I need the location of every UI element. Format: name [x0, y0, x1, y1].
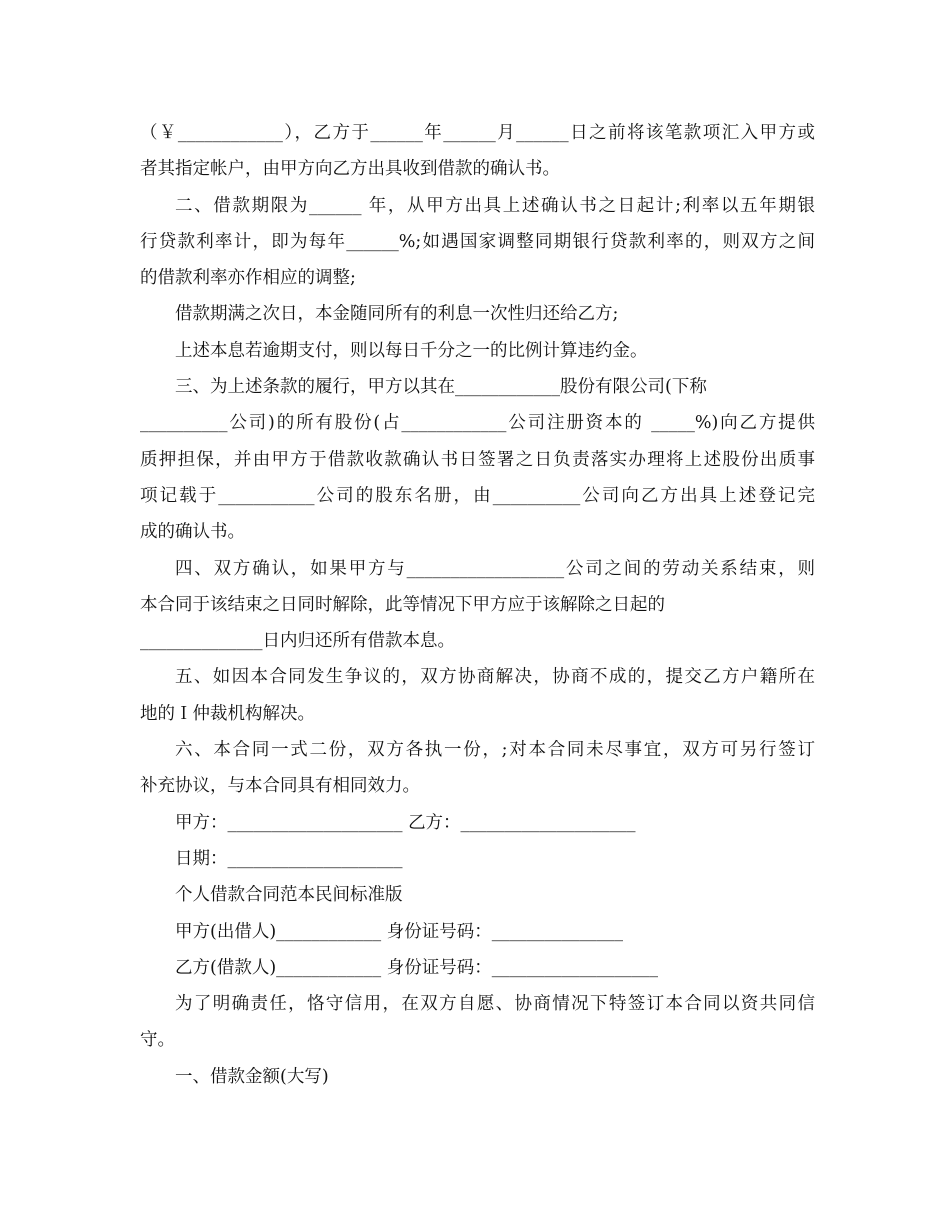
clause-6-line-1: 六、本合同一式二份，双方各执一份，;对本合同未尽事宜，双方可另行签订: [175, 740, 815, 761]
clause-4-line-3: ______________日内归还所有借款本息。: [140, 631, 455, 652]
clause-5-line-2: 地的Ｉ仲裁机构解决。: [140, 703, 315, 724]
clause-4-line-1: 四、双方确认，如果甲方与__________________公司之间的劳动关系结束，则: [175, 558, 815, 579]
clause-3-line-5: 成的确认书。: [140, 522, 245, 543]
lender-line: 甲方(出借人)____________ 身份证号码：_______________: [175, 921, 623, 942]
contract-text: [140, 115, 815, 1095]
clause-2-line-2: 行贷款利率计，即为每年______%;如遇国家调整同期银行贷款利率的，则双方之间: [140, 231, 815, 252]
clause-3-line-2: __________公司)的所有股份(占____________公司注册资本的 _____%)向乙方提供: [140, 413, 815, 434]
clause-4-line-2: 本合同于该结束之日同时解除，此等情况下甲方应于该解除之日起的: [140, 594, 665, 615]
clause-5-line-1: 五、如因本合同发生争议的，双方协商解决，协商不成的，提交乙方户籍所在: [175, 667, 815, 688]
clause-1-heading: 一、借款金额(大写): [175, 1066, 329, 1087]
preamble-line-1: 为了明确责任，恪守信用，在双方自愿、协商情况下特签订本合同以资共同信: [175, 994, 815, 1015]
text-line-1: （￥____________），乙方于______年______月______日之前将该笔款项汇入甲方或: [140, 123, 815, 143]
text-line-2: 者其指定帐户，由甲方向乙方出具收到借款的确认书。: [140, 159, 560, 180]
repayment-line: 借款期满之次日，本金随同所有的利息一次性归还给乙方;: [175, 304, 619, 325]
clause-3-line-3: 质押担保，并由甲方于借款收款确认书日签署之日负责落实办理将上述股份出质事: [140, 449, 815, 470]
clause-3-line-1: 三、为上述条款的履行，甲方以其在____________股份有限公司(下称: [175, 377, 707, 398]
clause-3-line-4: 项记载于___________公司的股东名册，由__________公司向乙方出具上述登记完: [140, 485, 815, 506]
preamble-line-2: 守。: [140, 1030, 175, 1051]
signature-line: 甲方：____________________ 乙方：____________________: [175, 812, 636, 833]
clause-6-line-2: 补充协议，与本合同具有相同效力。: [140, 776, 420, 797]
clause-2-line-1: 二、借款期限为______ 年，从甲方出具上述确认书之日起计;利率以五年期银: [175, 195, 815, 216]
section-title: 个人借款合同范本民间标准版: [175, 885, 403, 906]
clause-2-line-3: 的借款利率亦作相应的调整;: [140, 268, 356, 289]
date-line: 日期：____________________: [175, 848, 403, 869]
borrower-line: 乙方(借款人)____________ 身份证号码：___________________: [175, 957, 658, 978]
penalty-line: 上述本息若逾期支付，则以每日千分之一的比例计算违约金。: [175, 340, 648, 361]
